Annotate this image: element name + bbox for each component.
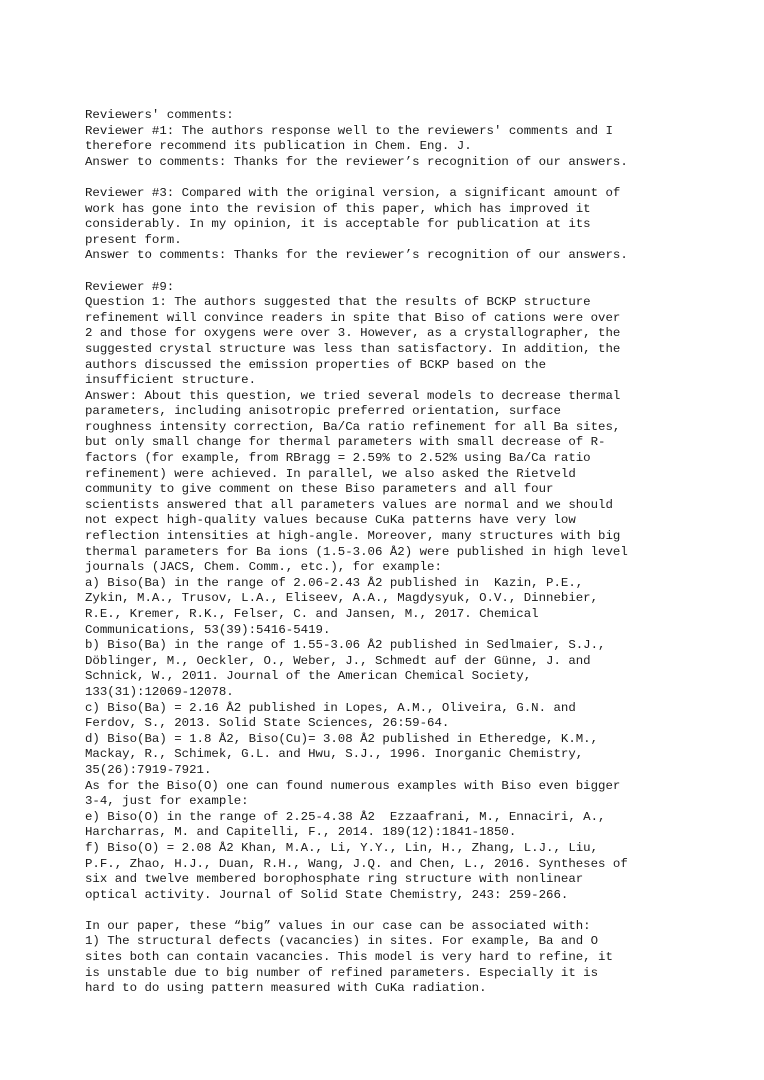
text-line: not expect high-quality values because CuKa patterns have very low bbox=[85, 513, 576, 528]
text-line: thermal parameters for Ba ions (1.5-3.06 Å2) were published in high level bbox=[85, 544, 628, 559]
text-line: factors (for example, from RBragg = 2.59% to 2.52% using Ba/Ca ratio bbox=[85, 451, 591, 466]
text-line: community to give comment on these Biso parameters and all four bbox=[85, 482, 554, 497]
text-line: but only small change for thermal parameters with small decrease of R- bbox=[85, 435, 606, 450]
text-line: Zykin, M.A., Trusov, L.A., Eliseev, A.A., Magdysyuk, O.V., Dinnebier, bbox=[85, 591, 599, 606]
text-line: Mackay, R., Schimek, G.L. and Hwu, S.J., 1996. Inorganic Chemistry, bbox=[85, 747, 584, 762]
text-line: Question 1: The authors suggested that the results of BCKP structure bbox=[85, 295, 591, 310]
text-line: Answer to comments: Thanks for the reviewer’s recognition of our answers. bbox=[85, 248, 628, 263]
text-line bbox=[85, 170, 685, 186]
text-line: optical activity. Journal of Solid State Chemistry, 243: 259-266. bbox=[85, 887, 569, 902]
text-line: R.E., Kremer, R.K., Felser, C. and Jansen, M., 2017. Chemical bbox=[85, 607, 539, 621]
text-line: 1) The structural defects (vacancies) in sites. For example, Ba and O bbox=[85, 934, 599, 949]
text-line: Communications, 53(39):5416-5419. bbox=[85, 622, 331, 637]
text-line: Harcharras, M. and Capitelli, F., 2014. 189(12):1841-1850. bbox=[85, 825, 517, 840]
text-line: 133(31):12069-12078. bbox=[85, 684, 234, 699]
text-line: six and twelve membered borophosphate ring structure with nonlinear bbox=[85, 872, 584, 887]
text-line: a) Biso(Ba) in the range of 2.06-2.43 Å2 published in Kazin, P.E., bbox=[85, 575, 584, 590]
text-line: insufficient structure. bbox=[85, 373, 257, 388]
text-line bbox=[85, 903, 685, 919]
text-line: f) Biso(O) = 2.08 Å2 Khan, M.A., Li, Y.Y., Lin, H., Zhang, L.J., Liu, bbox=[85, 840, 599, 855]
text-line: c) Biso(Ba) = 2.16 Å2 published in Lopes, A.M., Oliveira, G.N. and bbox=[85, 700, 576, 715]
reviewer-response-text bbox=[85, 108, 685, 997]
text-line: d) Biso(Ba) = 1.8 Å2, Biso(Cu)= 3.08 Å2 published in Etheredge, K.M., bbox=[85, 731, 599, 746]
text-line: Reviewer #1: The authors response well to the reviewers' comments and I bbox=[85, 123, 613, 138]
text-line: In our paper, these “big” values in our case can be associated with: bbox=[85, 918, 591, 933]
text-line: is unstable due to big number of refined parameters. Especially it is bbox=[85, 965, 599, 980]
text-line: journals (JACS, Chem. Comm., etc.), for example: bbox=[85, 560, 442, 575]
text-line: parameters, including anisotropic preferred orientation, surface bbox=[85, 404, 561, 419]
text-line: suggested crystal structure was less than satisfactory. In addition, the bbox=[85, 341, 621, 356]
text-line: b) Biso(Ba) in the range of 1.55-3.06 Å2 published in Sedlmaier, S.J., bbox=[85, 638, 606, 653]
text-line: 3-4, just for example: bbox=[85, 794, 249, 809]
text-line: reflection intensities at high-angle. Moreover, many structures with big bbox=[85, 529, 621, 544]
text-line: Answer: About this question, we tried several models to decrease thermal bbox=[85, 388, 621, 403]
text-line: roughness intensity correction, Ba/Ca ratio refinement for all Ba sites, bbox=[85, 419, 621, 434]
text-line: refinement will convince readers in spite that Biso of cations were over bbox=[85, 310, 621, 325]
text-line bbox=[85, 264, 685, 280]
text-line: Ferdov, S., 2013. Solid State Sciences, 26:59-64. bbox=[85, 716, 450, 731]
text-line: Answer to comments: Thanks for the reviewer’s recognition of our answers. bbox=[85, 154, 628, 169]
text-line: Döblinger, M., Oeckler, O., Weber, J., Schmedt auf der Günne, J. and bbox=[85, 653, 591, 668]
text-line: Reviewer #3: Compared with the original version, a significant amount of bbox=[85, 185, 621, 200]
text-line: Reviewer #9: bbox=[85, 279, 175, 294]
text-line: therefore recommend its publication in Chem. Eng. J. bbox=[85, 139, 472, 154]
text-line: 35(26):7919-7921. bbox=[85, 762, 212, 777]
text-line: Schnick, W., 2011. Journal of the American Chemical Society, bbox=[85, 669, 532, 684]
text-line: refinement) were achieved. In parallel, we also asked the Rietveld bbox=[85, 466, 576, 481]
text-line: Reviewers' comments: bbox=[85, 108, 234, 122]
text-line: scientists answered that all parameters values are normal and we should bbox=[85, 497, 613, 512]
text-line: work has gone into the revision of this paper, which has improved it bbox=[85, 201, 591, 216]
text-line: sites both can contain vacancies. This model is very hard to refine, it bbox=[85, 950, 613, 965]
text-line: 2 and those for oxygens were over 3. However, as a crystallographer, the bbox=[85, 326, 621, 341]
text-line: present form. bbox=[85, 232, 182, 247]
text-line: P.F., Zhao, H.J., Duan, R.H., Wang, J.Q. and Chen, L., 2016. Syntheses of bbox=[85, 856, 628, 871]
text-line: considerably. In my opinion, it is acceptable for publication at its bbox=[85, 217, 591, 232]
text-line: authors discussed the emission properties of BCKP based on the bbox=[85, 357, 547, 372]
text-line: As for the Biso(O) one can found numerous examples with Biso even bigger bbox=[85, 778, 621, 793]
text-line: e) Biso(O) in the range of 2.25-4.38 Å2 Ezzaafrani, M., Ennaciri, A., bbox=[85, 809, 606, 824]
text-line: hard to do using pattern measured with CuKa radiation. bbox=[85, 981, 487, 996]
